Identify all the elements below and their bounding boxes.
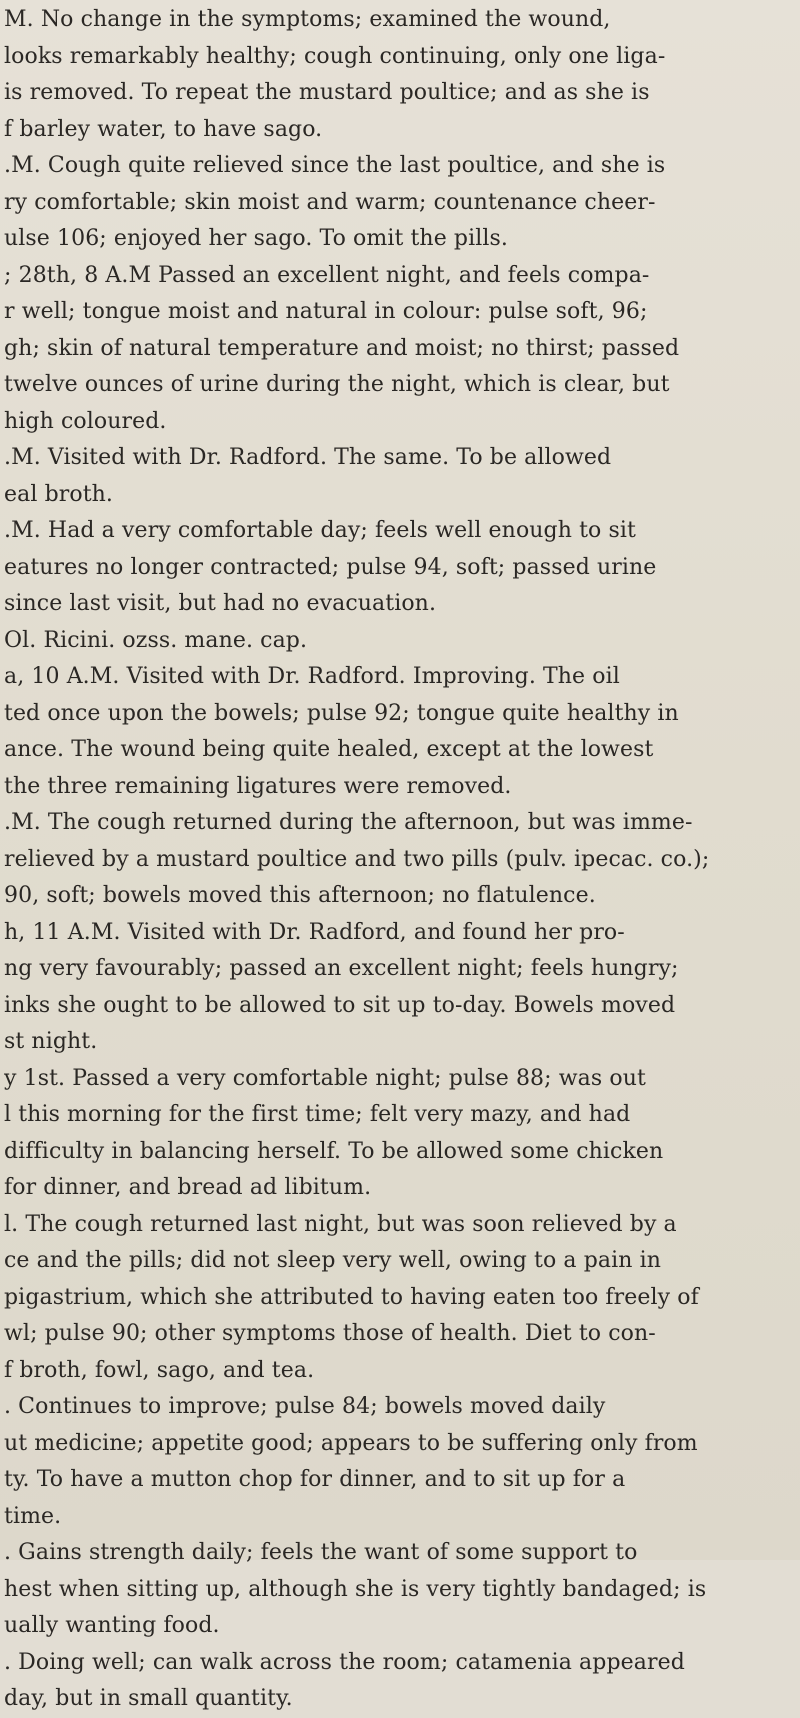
text-line-45: ually wanting food. <box>4 1613 220 1638</box>
text-line-26: h, 11 A.M. Visited with Dr. Radford, and found her pro- <box>4 919 625 945</box>
text-line-18: Ol. Ricini. ozss. mane. cap. <box>4 627 308 653</box>
text-line-5: .M. Cough quite relieved since the last poultice, and she is <box>4 153 666 178</box>
text-line-37: wl; pulse 90; other symptoms those of health. Diet to con- <box>4 1321 656 1346</box>
text-line-43: . Gains strength daily; feels the want of some support to <box>4 1540 638 1565</box>
text-line-1: M. No change in the symptoms; examined the wound, <box>4 7 611 32</box>
text-line-12: high coloured. <box>4 408 167 434</box>
text-line-13: .M. Visited with Dr. Radford. The same. To be allowed <box>4 445 612 470</box>
text-line-19: a, 10 A.M. Visited with Dr. Radford. Improving. The oil <box>4 664 620 689</box>
text-line-32: difficulty in balancing herself. To be allowed some chicken <box>4 1138 664 1164</box>
text-line-17: since last visit, but had no evacuation. <box>4 591 437 616</box>
text-line-23: .M. The cough returned during the afternoon, but was imme- <box>4 810 693 835</box>
text-line-16: eatures no longer contracted; pulse 94, soft; passed urine <box>4 554 657 580</box>
text-line-41: ty. To have a mutton chop for dinner, and to sit up for a <box>4 1467 626 1492</box>
text-line-30: y 1st. Passed a very comfortable night; pulse 88; was out <box>4 1065 646 1091</box>
text-line-9: r well; tongue moist and natural in colour: pulse soft, 96; <box>4 299 648 324</box>
text-line-6: ry comfortable; skin moist and warm; countenance cheer- <box>4 189 656 215</box>
text-line-47: day, but in small quantity. <box>4 1686 293 1711</box>
text-line-8: ; 28th, 8 A.M Passed an excellent night, and feels compa- <box>4 262 650 288</box>
text-line-27: ng very favourably; passed an excellent night; feels hungry; <box>4 956 679 981</box>
text-line-46: . Doing well; can walk across the room; catamenia appeared <box>4 1649 685 1675</box>
text-line-20: ted once upon the bowels; pulse 92; tongue quite healthy in <box>4 700 679 726</box>
text-line-28: inks she ought to be allowed to sit up to-day. Bowels moved <box>4 992 676 1018</box>
text-line-39: . Continues to improve; pulse 84; bowels moved daily <box>4 1394 606 1419</box>
text-line-29: st night. <box>4 1029 98 1054</box>
text-line-22: the three remaining ligatures were removed. <box>4 773 512 799</box>
text-line-36: pigastrium, which she attributed to having eaten too freely of <box>4 1284 699 1310</box>
text-line-40: ut medicine; appetite good; appears to be suffering only from <box>4 1430 698 1456</box>
text-line-11: twelve ounces of urine during the night, which is clear, but <box>4 372 670 397</box>
text-line-3: is removed. To repeat the mustard poultice; and as she is <box>4 80 650 105</box>
text-line-10: gh; skin of natural temperature and moist; no thirst; passed <box>4 335 680 361</box>
text-line-31: l this morning for the first time; felt very mazy, and had <box>4 1102 631 1127</box>
text-line-44: hest when sitting up, although she is very tightly bandaged; is <box>4 1576 707 1602</box>
text-line-33: for dinner, and bread ad libitum. <box>4 1175 372 1200</box>
text-line-42: time. <box>4 1503 62 1529</box>
text-line-7: ulse 106; enjoyed her sago. To omit the pills. <box>4 226 508 251</box>
text-line-35: ce and the pills; did not sleep very well, owing to a pain in <box>4 1248 662 1273</box>
text-line-14: eal broth. <box>4 481 114 507</box>
text-line-21: ance. The wound being quite healed, except at the lowest <box>4 737 654 762</box>
text-line-15: .M. Had a very comfortable day; feels well enough to sit <box>4 518 636 543</box>
text-line-4: f barley water, to have sago. <box>4 116 323 142</box>
text-line-24: relieved by a mustard poultice and two pills (pulv. ipecac. co.); <box>4 846 710 872</box>
body-text <box>4 2 796 1718</box>
text-line-2: looks remarkably healthy; cough continuing, only one liga- <box>4 43 666 69</box>
text-line-25: 90, soft; bowels moved this afternoon; no flatulence. <box>4 883 596 908</box>
text-line-34: l. The cough returned last night, but was soon relieved by a <box>4 1211 677 1237</box>
text-line-38: f broth, fowl, sago, and tea. <box>4 1357 315 1383</box>
